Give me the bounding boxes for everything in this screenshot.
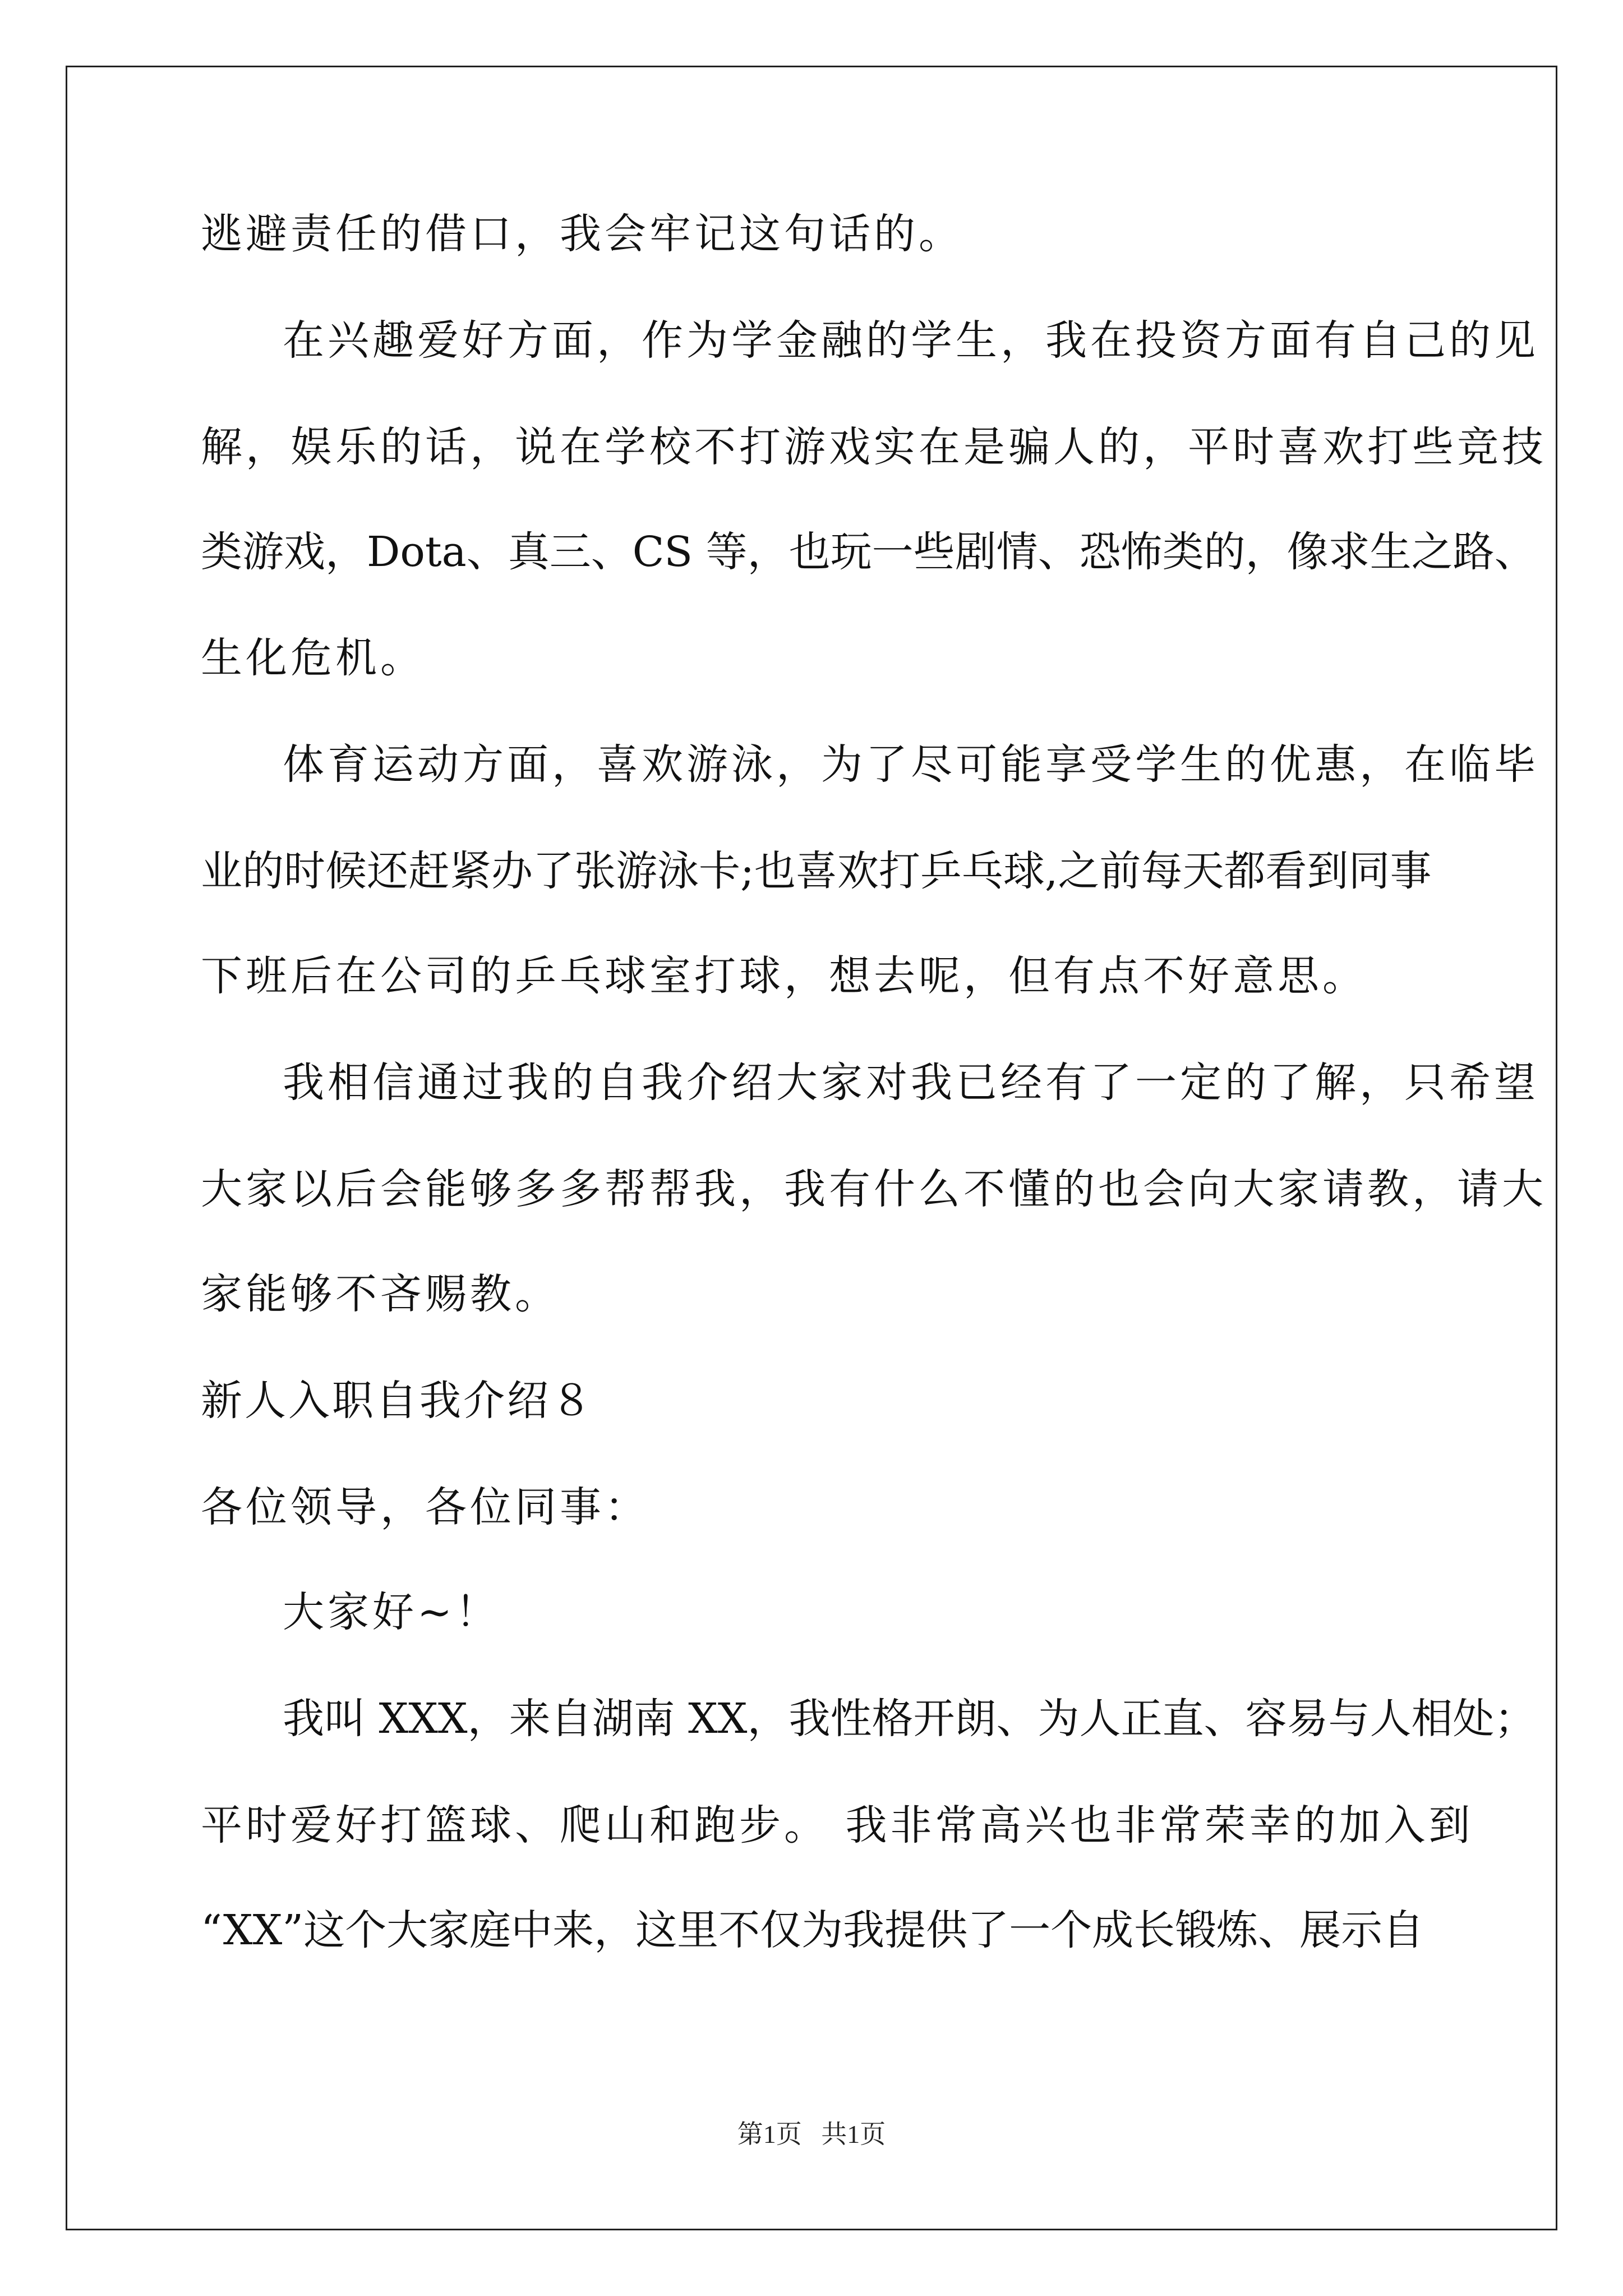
page-footer: 第1页 共1页 (737, 2120, 886, 2148)
paragraph-start: 我叫 XXX，来自湖南 XX，我性格开朗、为人正直、容易与人相处； (283, 1695, 1536, 1743)
greeting: 大家好~！ (283, 1588, 501, 1636)
text-line: 生化危机。 (201, 634, 425, 682)
paragraph-start: 体育运动方面，喜欢游泳，为了尽可能享受学生的优惠，在临毕 (283, 740, 1539, 789)
text-line: 平时爱好打篮球、爬山和跑步。 我非常高兴也非常荣幸的加入到 (201, 1801, 1474, 1849)
text-line: “XX”这个大家庭中来，这里不仅为我提供了一个成长锻炼、展示自 (201, 1906, 1424, 1954)
text-line: 下班后在公司的乒乓球室打球，想去呢，但有点不好意思。 (201, 952, 1367, 1000)
section-heading: 新人入职自我介绍８ (201, 1377, 594, 1425)
salutation: 各位领导，各位同事： (201, 1483, 649, 1531)
text-line: 家能够不吝赐教。 (201, 1270, 560, 1318)
paragraph-start: 在兴趣爱好方面，作为学金融的学生，我在投资方面有自己的见 (283, 316, 1539, 365)
text-line: 类游戏，Dota、真三、CS 等，也玩一些剧情、恐怖类的，像求生之路、 (201, 528, 1536, 576)
paragraph-start: 我相信通过我的自我介绍大家对我已经有了一定的了解，只希望 (283, 1059, 1539, 1107)
text-line: 逃避责任的借口，我会牢记这句话的。 (201, 210, 963, 258)
text-line: 解，娱乐的话，说在学校不打游戏实在是骗人的，平时喜欢打些竞技 (201, 423, 1547, 471)
text-line: 业的时候还赶紧办了张游泳卡;也喜欢打乒乓球,之前每天都看到同事 (201, 847, 1432, 895)
text-line: 大家以后会能够多多帮帮我，我有什么不懂的也会向大家请教，请大 (201, 1165, 1547, 1213)
